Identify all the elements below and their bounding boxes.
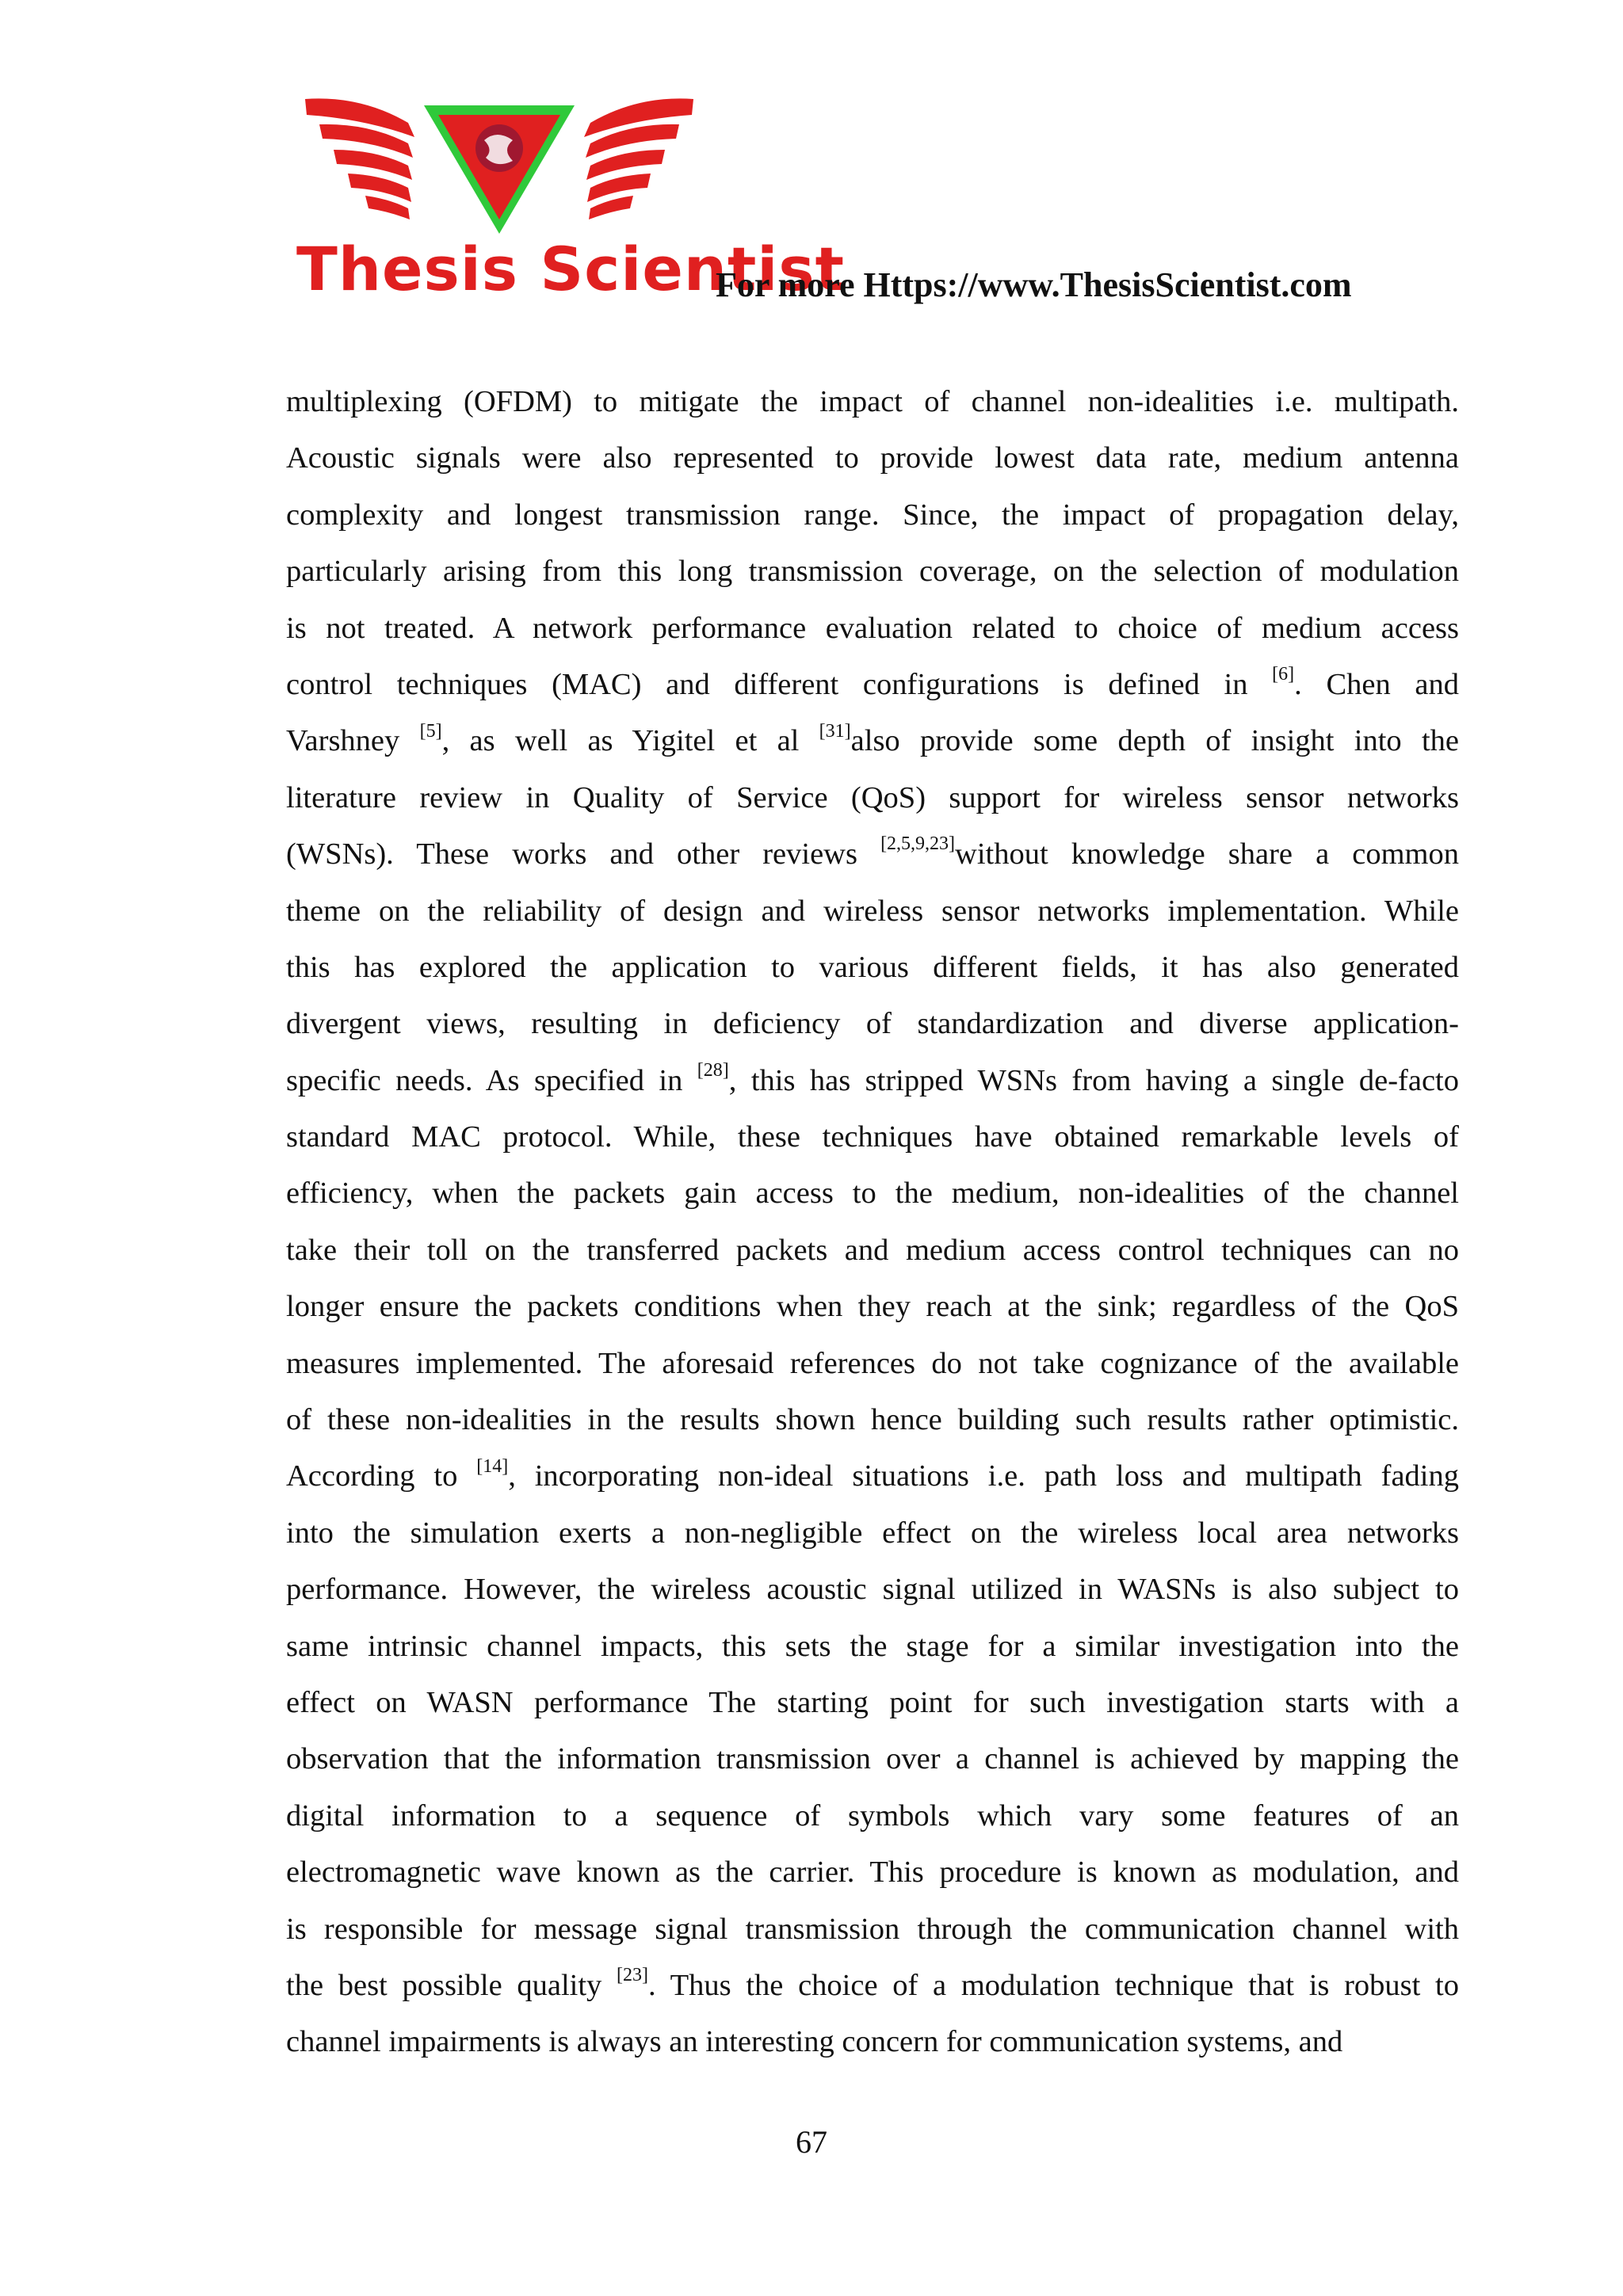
page-header [0,0,1623,333]
logo-wordmark: Thesis Scientist [296,234,845,304]
text-segment: , incorporating non-ideal situations i.e. path loss and multipath fading [508,1459,1459,1493]
text-segment: the best possible quality [286,1968,617,2002]
text-segment: . Thus the choice of a modulation technique that is robust to [648,1968,1459,2002]
text-line [286,2014,1459,2070]
text-line [286,1675,1459,1731]
text-segment: take their toll on the transferred packets and medium access control techniques can no [286,1233,1459,1267]
text-segment: theme on the reliability of design and wireless sensor networks implementation. While [286,894,1459,928]
text-line [286,1958,1459,2014]
text-line [286,1619,1459,1675]
text-line [286,487,1459,543]
text-segment: complexity and longest transmission range. Since, the impact of propagation delay, [286,498,1459,532]
text-line [286,374,1459,430]
text-line [286,1788,1459,1844]
text-line [286,883,1459,940]
text-segment: is responsible for message signal transmission through the communication channel with [286,1912,1459,1946]
text-segment: particularly arising from this long transmission coverage, on the selection of modulation [286,555,1459,589]
text-line [286,657,1459,713]
text-segment: observation that the information transmission over a channel is achieved by mapping the [286,1742,1459,1776]
text-line [286,1165,1459,1222]
citation-superscript: [23] [617,1965,648,1986]
text-line [286,1222,1459,1279]
text-line [286,1392,1459,1448]
text-segment: control techniques (MAC) and different configurations is defined in [286,667,1273,701]
text-segment: standard MAC protocol. While, these techniques have obtained remarkable levels of [286,1120,1459,1154]
citation-superscript: [2,5,9,23] [880,833,956,855]
text-line [286,826,1459,883]
citation-superscript: [5] [419,720,442,742]
text-segment: this has explored the application to various different fields, it has also generated [286,950,1459,984]
citation-superscript: [31] [819,720,851,742]
text-line [286,770,1459,826]
text-segment: also provide some depth of insight into the [850,724,1460,758]
text-segment: efficiency, when the packets gain access to the medium, non-idealities of the channel [286,1177,1459,1211]
text-segment: specific needs. As specified in [286,1063,697,1097]
text-line [286,1505,1459,1562]
body-paragraph [286,374,1459,2071]
text-segment: channel impairments is always an interesting concern for communication systems, and [286,2025,1343,2059]
text-segment: is not treated. A network performance evaluation related to choice of medium access [286,611,1459,645]
text-segment: longer ensure the packets conditions when they reach at the sink; regardless of the QoS [286,1290,1459,1324]
text-line [286,1053,1459,1109]
text-segment: performance. However, the wireless acoustic signal utilized in WASNs is also subject to [286,1573,1459,1607]
citation-superscript: [14] [476,1455,509,1477]
citation-superscript: [6] [1272,664,1295,685]
text-segment: measures implemented. The aforesaid references do not take cognizance of the available [286,1346,1459,1380]
text-line [286,1562,1459,1618]
text-segment: According to [286,1459,477,1493]
text-segment: divergent views, resulting in deficiency of standardization and diverse application- [286,1007,1459,1041]
text-line [286,1448,1459,1505]
text-segment: . Chen and [1294,667,1460,701]
text-line [286,543,1459,600]
text-segment: digital information to a sequence of symbols which vary some features of an [286,1798,1459,1833]
text-line [286,430,1459,486]
text-segment: literature review in Quality of Service (QoS) support for wireless sensor networks [286,780,1459,814]
text-segment: Varshney [286,724,420,758]
text-line [286,1109,1459,1165]
text-segment: of these non-idealities in the results shown hence building such results rather optimistic. [286,1403,1459,1437]
text-line [286,996,1459,1052]
citation-superscript: [28] [697,1059,729,1081]
page-number: 67 [796,2124,827,2160]
text-segment: (WSNs). These works and other reviews [286,837,881,871]
text-segment: same intrinsic channel impacts, this sets the stage for a similar investigation into the [286,1629,1459,1663]
text-line [286,601,1459,657]
text-line [286,1901,1459,1958]
text-line [286,1336,1459,1392]
text-segment: without knowledge share a common [955,837,1459,871]
text-line [286,713,1459,769]
text-segment: electromagnetic wave known as the carrier. This procedure is known as modulation, and [286,1855,1459,1890]
text-line [286,1844,1459,1901]
text-segment: into the simulation exerts a non-negligible effect on the wireless local area networks [286,1516,1459,1550]
text-segment: effect on WASN performance The starting point for such investigation starts with a [286,1685,1459,1719]
text-segment: multiplexing (OFDM) to mitigate the impact of channel non-idealities i.e. multipath. [286,385,1459,418]
text-line [286,1731,1459,1787]
text-line [286,940,1459,996]
header-website-link[interactable]: For more Https://www.ThesisScientist.com [716,265,1352,304]
text-segment: , as well as Yigitel et al [441,724,819,758]
text-segment: Acoustic signals were also represented to provide lowest data rate, medium antenna [286,441,1459,475]
text-segment: , this has stripped WSNs from having a single de-facto [728,1063,1459,1097]
text-line [286,1279,1459,1335]
